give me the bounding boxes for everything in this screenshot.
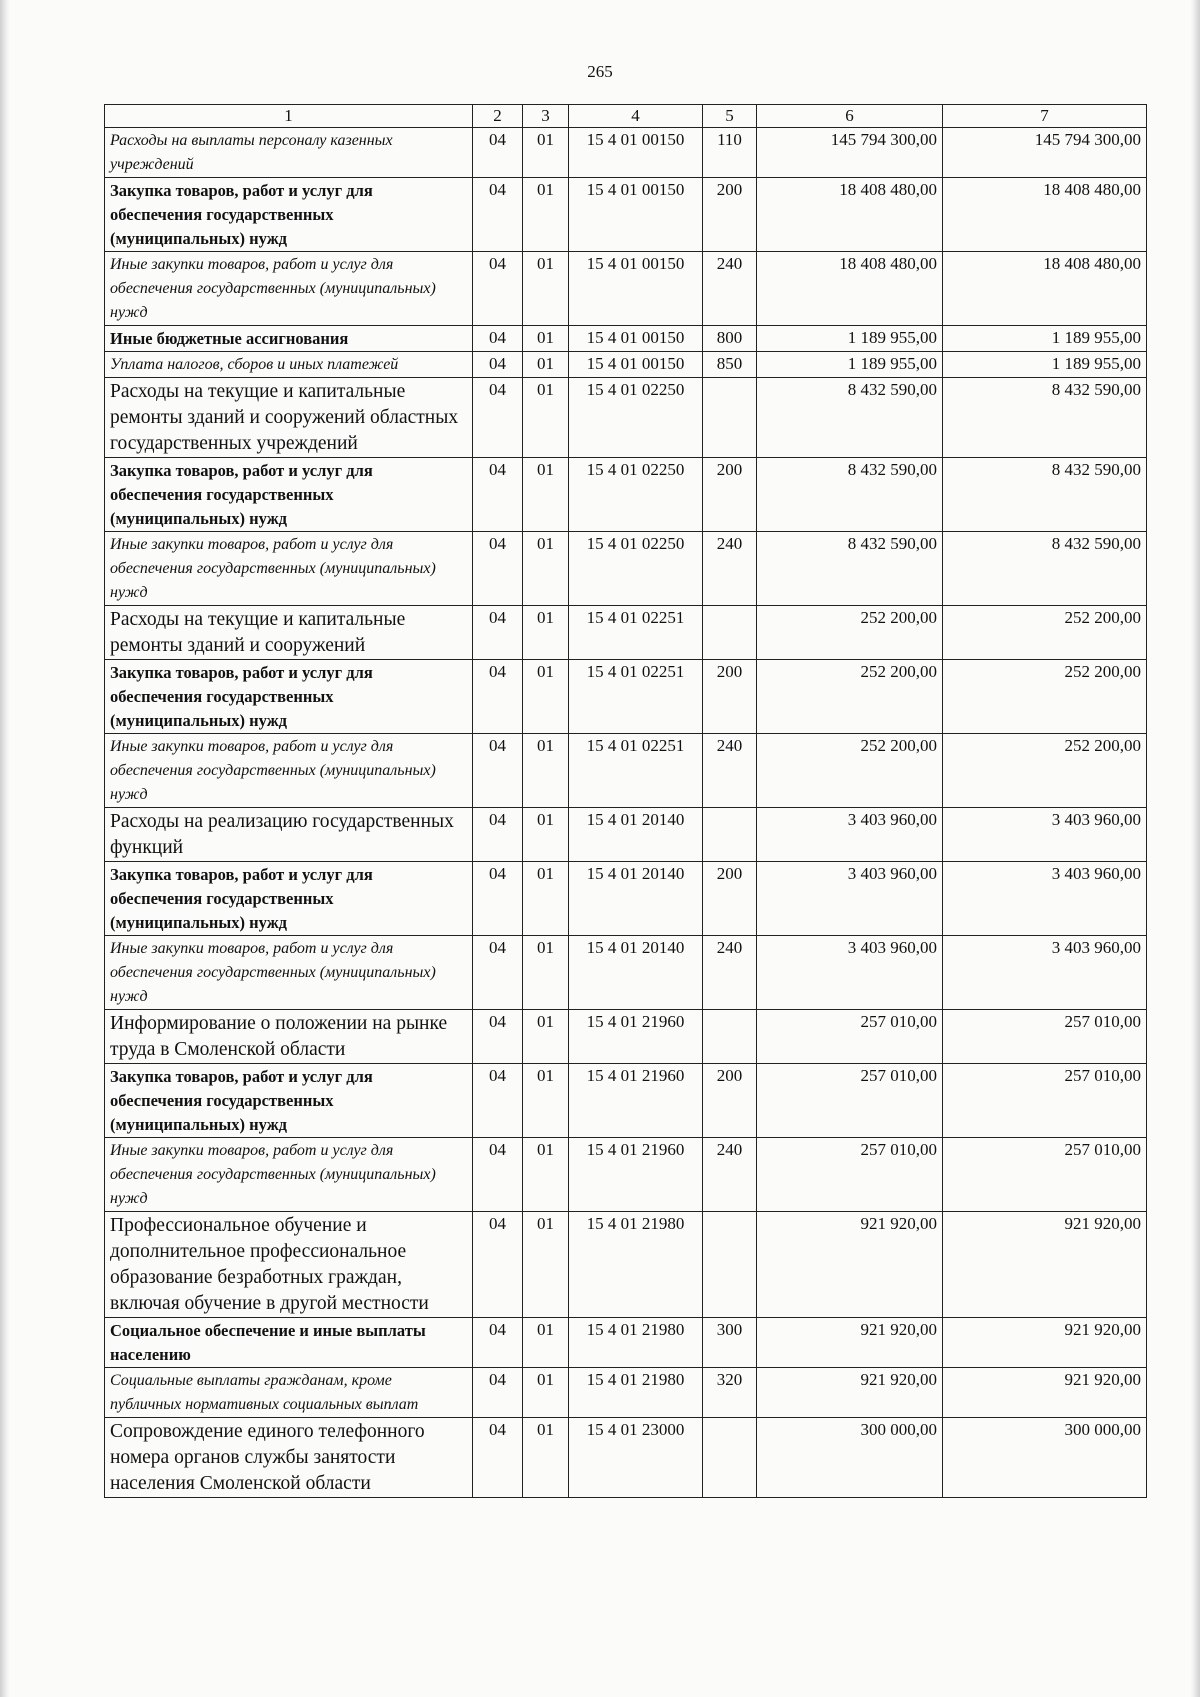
expense-type-cell: [703, 378, 757, 458]
section-code-cell: 04: [473, 1368, 523, 1418]
amount-cell-col6: 252 200,00: [757, 660, 943, 734]
section-code-cell: 04: [473, 178, 523, 252]
amount-cell-col7: 8 432 590,00: [943, 378, 1147, 458]
amount-cell-col7: 921 920,00: [943, 1368, 1147, 1418]
table-row: [105, 378, 1147, 458]
scan-edge-left: [0, 0, 10, 1697]
table-row: [105, 1138, 1147, 1212]
subsection-code-cell: 01: [523, 862, 569, 936]
table-row: [105, 128, 1147, 178]
amount-cell-col6: 1 189 955,00: [757, 326, 943, 352]
expense-type-cell: [703, 808, 757, 862]
row-name-cell: Уплата налогов, сборов и иных платежей: [105, 352, 473, 378]
table-row: [105, 252, 1147, 326]
column-header-5: 5: [703, 105, 757, 128]
subsection-code-cell: 01: [523, 1318, 569, 1368]
amount-cell-col7: 145 794 300,00: [943, 128, 1147, 178]
amount-cell-col6: 921 920,00: [757, 1368, 943, 1418]
amount-cell-col7: 300 000,00: [943, 1418, 1147, 1498]
column-header-3: 3: [523, 105, 569, 128]
amount-cell-col6: 8 432 590,00: [757, 378, 943, 458]
amount-cell-col6: 3 403 960,00: [757, 862, 943, 936]
subsection-code-cell: 01: [523, 1064, 569, 1138]
amount-cell-col6: 3 403 960,00: [757, 936, 943, 1010]
expense-type-cell: [703, 1010, 757, 1064]
section-code-cell: 04: [473, 378, 523, 458]
amount-cell-col6: 8 432 590,00: [757, 532, 943, 606]
table-row: [105, 606, 1147, 660]
row-name-cell: Расходы на реализацию государственных функций: [105, 808, 473, 862]
subsection-code-cell: 01: [523, 660, 569, 734]
amount-cell-col6: 921 920,00: [757, 1212, 943, 1318]
subsection-code-cell: 01: [523, 1368, 569, 1418]
expense-type-cell: 240: [703, 936, 757, 1010]
subsection-code-cell: 01: [523, 936, 569, 1010]
target-article-cell: 15 4 01 00150: [569, 326, 703, 352]
section-code-cell: 04: [473, 734, 523, 808]
expense-type-cell: 200: [703, 178, 757, 252]
section-code-cell: 04: [473, 1418, 523, 1498]
row-name-cell: Расходы на выплаты персоналу казенных учреждений: [105, 128, 473, 178]
target-article-cell: 15 4 01 02250: [569, 458, 703, 532]
table-row: [105, 1418, 1147, 1498]
row-name-cell: Расходы на текущие и капитальные ремонты зданий и сооружений областных государственных учреждений: [105, 378, 473, 458]
subsection-code-cell: 01: [523, 808, 569, 862]
amount-cell-col7: 18 408 480,00: [943, 252, 1147, 326]
table-row: [105, 352, 1147, 378]
amount-cell-col7: 257 010,00: [943, 1138, 1147, 1212]
target-article-cell: 15 4 01 00150: [569, 128, 703, 178]
subsection-code-cell: 01: [523, 1418, 569, 1498]
expense-type-cell: 850: [703, 352, 757, 378]
table-row: [105, 936, 1147, 1010]
target-article-cell: 15 4 01 21960: [569, 1010, 703, 1064]
budget-table: [104, 104, 1147, 1498]
subsection-code-cell: 01: [523, 532, 569, 606]
target-article-cell: 15 4 01 20140: [569, 936, 703, 1010]
target-article-cell: 15 4 01 21980: [569, 1368, 703, 1418]
row-name-cell: Социальное обеспечение и иные выплаты населению: [105, 1318, 473, 1368]
target-article-cell: 15 4 01 21960: [569, 1064, 703, 1138]
amount-cell-col6: 921 920,00: [757, 1318, 943, 1368]
section-code-cell: 04: [473, 936, 523, 1010]
target-article-cell: 15 4 01 02251: [569, 660, 703, 734]
expense-type-cell: 110: [703, 128, 757, 178]
amount-cell-col7: 18 408 480,00: [943, 178, 1147, 252]
table-row: [105, 1318, 1147, 1368]
amount-cell-col6: 18 408 480,00: [757, 252, 943, 326]
amount-cell-col7: 252 200,00: [943, 606, 1147, 660]
section-code-cell: 04: [473, 1212, 523, 1318]
table-row: [105, 1064, 1147, 1138]
target-article-cell: 15 4 01 00150: [569, 352, 703, 378]
target-article-cell: 15 4 01 02250: [569, 532, 703, 606]
row-name-cell: Закупка товаров, работ и услуг для обеспечения государственных (муниципальных) нужд: [105, 458, 473, 532]
section-code-cell: 04: [473, 808, 523, 862]
expense-type-cell: 320: [703, 1368, 757, 1418]
column-header-6: 6: [757, 105, 943, 128]
scan-edge-right: [1190, 0, 1200, 1697]
section-code-cell: 04: [473, 660, 523, 734]
amount-cell-col7: 921 920,00: [943, 1318, 1147, 1368]
row-name-cell: Социальные выплаты гражданам, кроме публичных нормативных социальных выплат: [105, 1368, 473, 1418]
subsection-code-cell: 01: [523, 326, 569, 352]
table-row: [105, 1010, 1147, 1064]
subsection-code-cell: 01: [523, 178, 569, 252]
row-name-cell: Информирование о положении на рынке труда в Смоленской области: [105, 1010, 473, 1064]
subsection-code-cell: 01: [523, 458, 569, 532]
row-name-cell: Сопровождение единого телефонного номера органов службы занятости населения Смоленской области: [105, 1418, 473, 1498]
expense-type-cell: 240: [703, 734, 757, 808]
section-code-cell: 04: [473, 862, 523, 936]
row-name-cell: Иные закупки товаров, работ и услуг для обеспечения государственных (муниципальных) нужд: [105, 936, 473, 1010]
target-article-cell: 15 4 01 02251: [569, 606, 703, 660]
amount-cell-col7: 252 200,00: [943, 734, 1147, 808]
target-article-cell: 15 4 01 00150: [569, 178, 703, 252]
target-article-cell: 15 4 01 20140: [569, 862, 703, 936]
section-code-cell: 04: [473, 606, 523, 660]
table-body: [105, 128, 1147, 1498]
page-number: 265: [587, 62, 613, 81]
amount-cell-col7: 3 403 960,00: [943, 808, 1147, 862]
subsection-code-cell: 01: [523, 352, 569, 378]
expense-type-cell: 200: [703, 458, 757, 532]
amount-cell-col6: 257 010,00: [757, 1010, 943, 1064]
amount-cell-col7: 1 189 955,00: [943, 326, 1147, 352]
section-code-cell: 04: [473, 458, 523, 532]
column-header-7: 7: [943, 105, 1147, 128]
row-name-cell: Закупка товаров, работ и услуг для обеспечения государственных (муниципальных) нужд: [105, 660, 473, 734]
row-name-cell: Расходы на текущие и капитальные ремонты зданий и сооружений: [105, 606, 473, 660]
expense-type-cell: [703, 1418, 757, 1498]
table-row: [105, 326, 1147, 352]
table-row: [105, 660, 1147, 734]
section-code-cell: 04: [473, 1318, 523, 1368]
amount-cell-col6: 18 408 480,00: [757, 178, 943, 252]
expense-type-cell: 240: [703, 532, 757, 606]
section-code-cell: 04: [473, 326, 523, 352]
row-name-cell: Иные закупки товаров, работ и услуг для обеспечения государственных (муниципальных) нужд: [105, 734, 473, 808]
target-article-cell: 15 4 01 21980: [569, 1318, 703, 1368]
subsection-code-cell: 01: [523, 606, 569, 660]
table-row: [105, 1212, 1147, 1318]
row-name-cell: Иные закупки товаров, работ и услуг для обеспечения государственных (муниципальных) нужд: [105, 252, 473, 326]
section-code-cell: 04: [473, 532, 523, 606]
amount-cell-col7: 3 403 960,00: [943, 862, 1147, 936]
table-row: [105, 808, 1147, 862]
row-name-cell: Иные бюджетные ассигнования: [105, 326, 473, 352]
row-name-cell: Профессиональное обучение и дополнительное профессиональное образование безработных граждан, включая обучение в другой местности: [105, 1212, 473, 1318]
amount-cell-col6: 252 200,00: [757, 734, 943, 808]
amount-cell-col7: 8 432 590,00: [943, 458, 1147, 532]
section-code-cell: 04: [473, 352, 523, 378]
subsection-code-cell: 01: [523, 1138, 569, 1212]
subsection-code-cell: 01: [523, 128, 569, 178]
table-row: [105, 862, 1147, 936]
target-article-cell: 15 4 01 02250: [569, 378, 703, 458]
subsection-code-cell: 01: [523, 1212, 569, 1318]
subsection-code-cell: 01: [523, 252, 569, 326]
amount-cell-col7: 257 010,00: [943, 1064, 1147, 1138]
target-article-cell: 15 4 01 00150: [569, 252, 703, 326]
amount-cell-col7: 3 403 960,00: [943, 936, 1147, 1010]
amount-cell-col6: 257 010,00: [757, 1064, 943, 1138]
amount-cell-col6: 8 432 590,00: [757, 458, 943, 532]
table-row: [105, 458, 1147, 532]
target-article-cell: 15 4 01 21980: [569, 1212, 703, 1318]
subsection-code-cell: 01: [523, 734, 569, 808]
expense-type-cell: 800: [703, 326, 757, 352]
section-code-cell: 04: [473, 128, 523, 178]
amount-cell-col6: 1 189 955,00: [757, 352, 943, 378]
expense-type-cell: 240: [703, 1138, 757, 1212]
amount-cell-col7: 8 432 590,00: [943, 532, 1147, 606]
section-code-cell: 04: [473, 252, 523, 326]
subsection-code-cell: 01: [523, 378, 569, 458]
table-row: [105, 1368, 1147, 1418]
amount-cell-col6: 145 794 300,00: [757, 128, 943, 178]
target-article-cell: 15 4 01 23000: [569, 1418, 703, 1498]
expense-type-cell: [703, 1212, 757, 1318]
amount-cell-col6: 257 010,00: [757, 1138, 943, 1212]
section-code-cell: 04: [473, 1138, 523, 1212]
expense-type-cell: 200: [703, 660, 757, 734]
amount-cell-col7: 252 200,00: [943, 660, 1147, 734]
amount-cell-col7: 257 010,00: [943, 1010, 1147, 1064]
row-name-cell: Закупка товаров, работ и услуг для обеспечения государственных (муниципальных) нужд: [105, 1064, 473, 1138]
amount-cell-col7: 921 920,00: [943, 1212, 1147, 1318]
column-header-2: 2: [473, 105, 523, 128]
subsection-code-cell: 01: [523, 1010, 569, 1064]
row-name-cell: Иные закупки товаров, работ и услуг для обеспечения государственных (муниципальных) нужд: [105, 532, 473, 606]
row-name-cell: Закупка товаров, работ и услуг для обеспечения государственных (муниципальных) нужд: [105, 862, 473, 936]
row-name-cell: Закупка товаров, работ и услуг для обеспечения государственных (муниципальных) нужд: [105, 178, 473, 252]
amount-cell-col6: 3 403 960,00: [757, 808, 943, 862]
expense-type-cell: [703, 606, 757, 660]
amount-cell-col7: 1 189 955,00: [943, 352, 1147, 378]
expense-type-cell: 300: [703, 1318, 757, 1368]
row-name-cell: Иные закупки товаров, работ и услуг для обеспечения государственных (муниципальных) нужд: [105, 1138, 473, 1212]
target-article-cell: 15 4 01 21960: [569, 1138, 703, 1212]
table-row: [105, 734, 1147, 808]
column-header-4: 4: [569, 105, 703, 128]
section-code-cell: 04: [473, 1064, 523, 1138]
section-code-cell: 04: [473, 1010, 523, 1064]
target-article-cell: 15 4 01 02251: [569, 734, 703, 808]
table-header-row: [105, 105, 1147, 128]
amount-cell-col6: 252 200,00: [757, 606, 943, 660]
table-row: [105, 532, 1147, 606]
expense-type-cell: 240: [703, 252, 757, 326]
column-header-1: 1: [105, 105, 473, 128]
expense-type-cell: 200: [703, 862, 757, 936]
table-row: [105, 178, 1147, 252]
expense-type-cell: 200: [703, 1064, 757, 1138]
target-article-cell: 15 4 01 20140: [569, 808, 703, 862]
amount-cell-col6: 300 000,00: [757, 1418, 943, 1498]
